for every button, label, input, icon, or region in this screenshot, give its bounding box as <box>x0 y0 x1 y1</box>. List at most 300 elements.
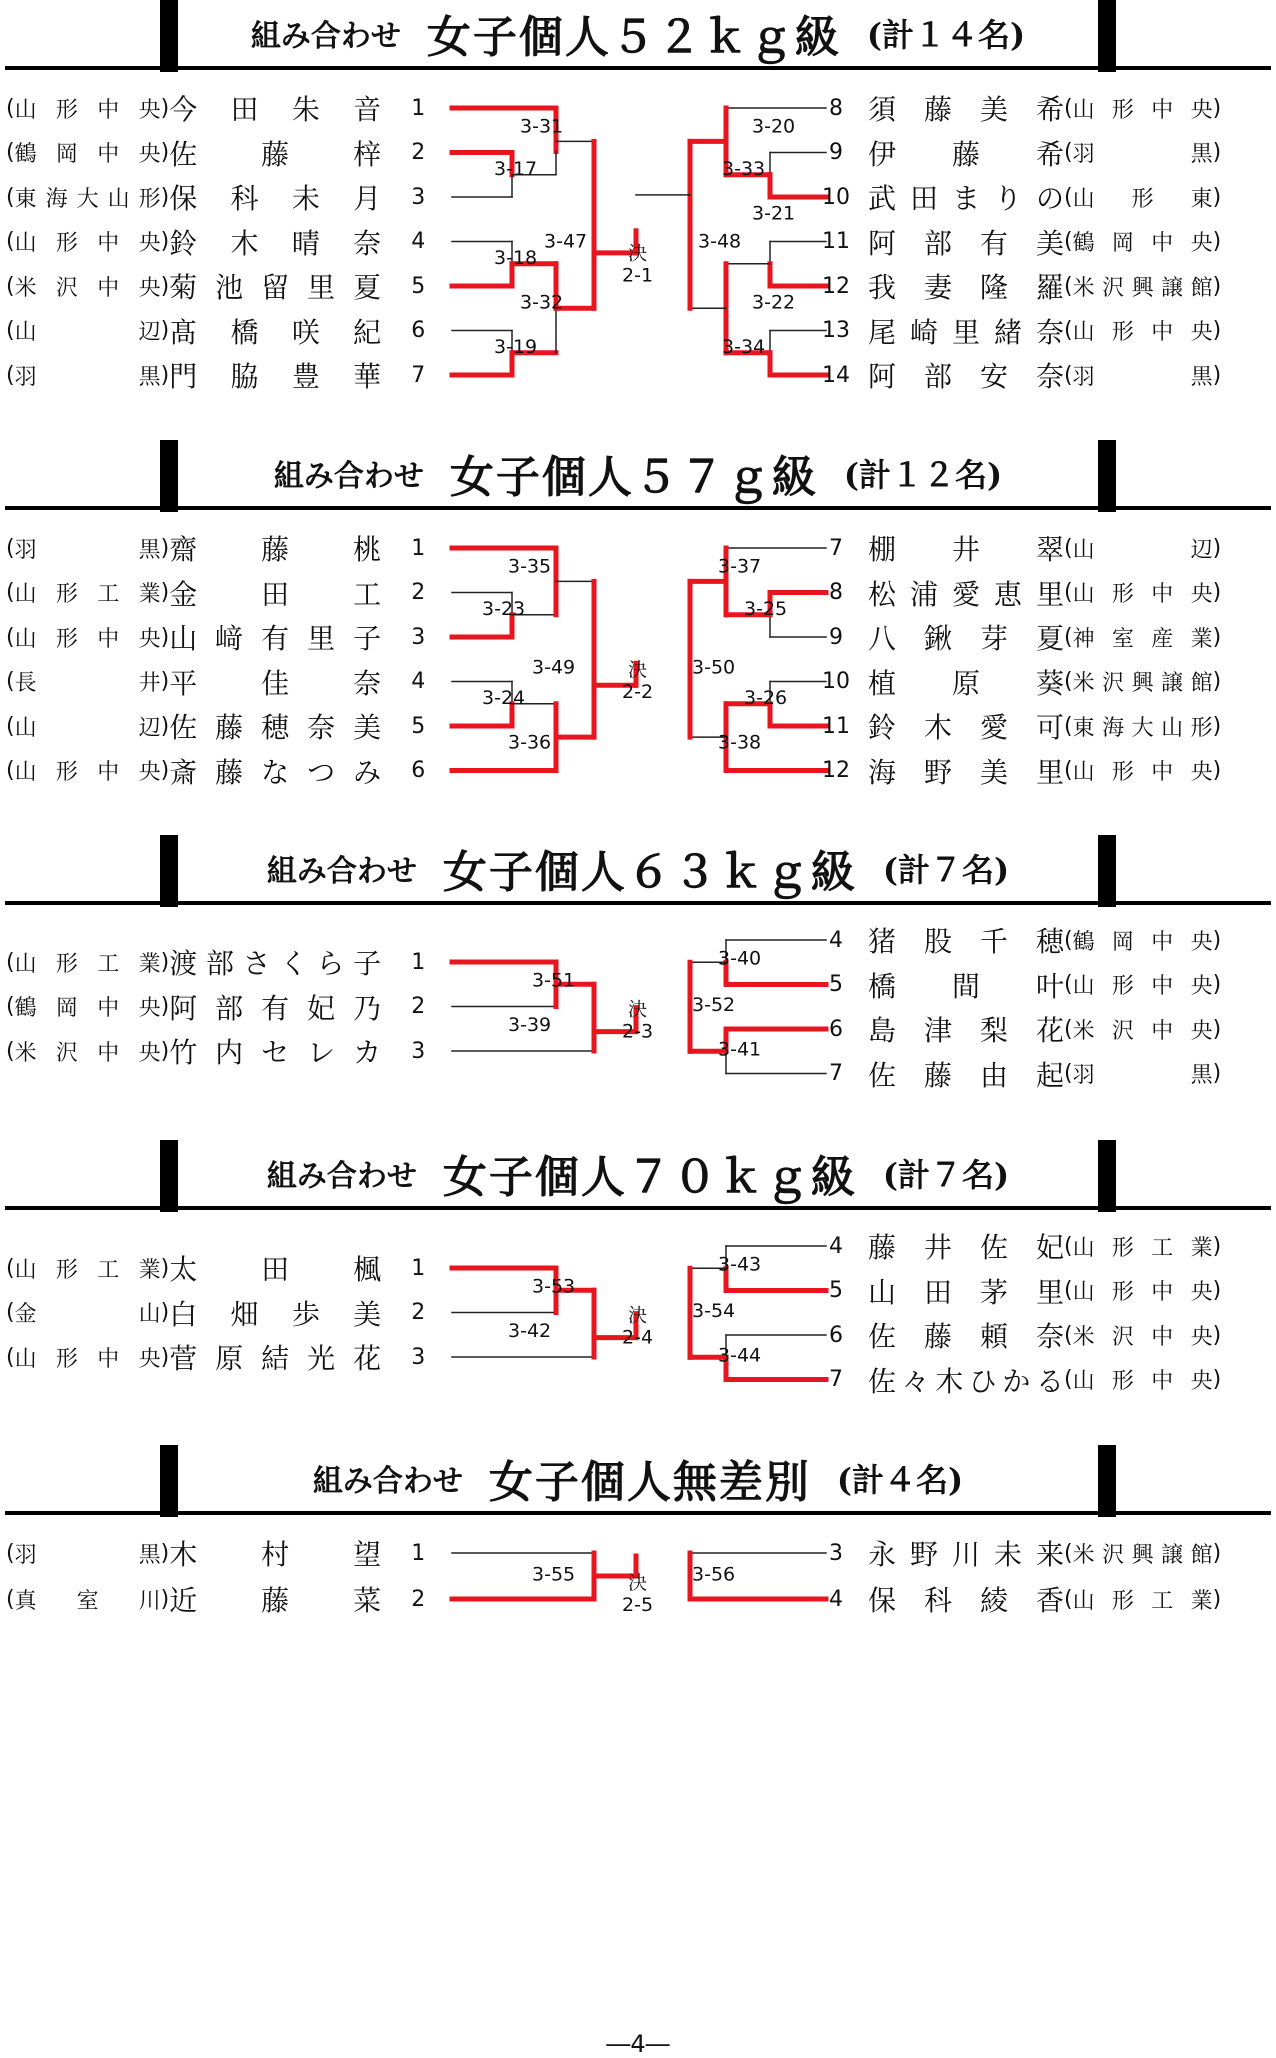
player-name: 伊藤希 <box>868 137 1064 171</box>
paren-open: ( <box>6 669 15 694</box>
school-label: 米沢中央 <box>1072 1324 1213 1350</box>
header-label: 組み合わせ <box>266 1159 417 1194</box>
paren-open: ( <box>6 994 15 1019</box>
seed-number: 2 <box>411 580 426 605</box>
paren-close: ) <box>160 362 170 388</box>
player-name: 斎藤なつみ <box>169 755 382 789</box>
school-label: 東海大山形 <box>1072 715 1213 741</box>
division-title: 女子個人無差別 <box>488 1457 811 1508</box>
seed-number: 6 <box>411 758 426 783</box>
school-label: 山形中央 <box>14 231 161 256</box>
left-entry-4 <box>6 224 454 260</box>
division-title: 女子個人６３ｋｇ級 <box>442 847 857 898</box>
paren-open: ( <box>6 318 15 343</box>
match-label: 3-56 <box>692 1563 736 1586</box>
seed-number: 9 <box>829 140 843 165</box>
school-name <box>1064 1231 1221 1262</box>
paren-close: ) <box>1212 95 1222 121</box>
school-name <box>6 947 169 978</box>
school-name <box>1064 925 1221 956</box>
seed-number: 11 <box>822 713 850 739</box>
seed-number: 5 <box>829 1278 843 1303</box>
school-name <box>6 1297 169 1328</box>
school-name <box>1064 271 1221 302</box>
school-label: 山形工業 <box>1072 1588 1213 1614</box>
player-name: 佐々木ひかる <box>868 1364 1064 1398</box>
match-label: 3-40 <box>718 947 762 970</box>
header-bar-right <box>1098 835 1116 907</box>
school-label: 鶴岡中央 <box>14 996 161 1021</box>
school-name <box>6 315 169 346</box>
player-name: 鈴木晴奈 <box>169 226 382 260</box>
header-rule <box>5 1206 1271 1210</box>
paren-open: ( <box>1064 1061 1073 1086</box>
paren-open: ( <box>6 362 15 388</box>
paren-open: ( <box>1064 1367 1073 1392</box>
school-label: 山形中央 <box>14 97 161 123</box>
paren-open: ( <box>1064 758 1073 783</box>
school-name <box>6 226 169 257</box>
paren-open: ( <box>6 949 15 975</box>
school-label: 鶴岡中央 <box>1072 231 1213 256</box>
school-label: 山形中央 <box>1072 1280 1213 1305</box>
right-entry-7 <box>820 1056 1272 1092</box>
school-name <box>1064 137 1221 168</box>
paren-close: ) <box>160 624 170 650</box>
left-entry-6 <box>6 313 454 349</box>
school-name <box>1064 1014 1221 1045</box>
seed-number: 11 <box>822 229 850 254</box>
paren-open: ( <box>6 140 15 165</box>
header-label: 組み合わせ <box>273 459 424 494</box>
paren-open: ( <box>1064 1322 1073 1348</box>
school-name <box>1064 182 1221 213</box>
entrant-count: (計４名) <box>836 1461 964 1499</box>
right-entry-4 <box>820 922 1272 958</box>
right-entry-3 <box>820 1535 1272 1571</box>
right-entry-13 <box>820 313 1272 349</box>
match-label: 3-51 <box>532 969 576 992</box>
left-entry-5 <box>6 708 454 744</box>
seed-number: 6 <box>411 318 426 343</box>
seed-number: 12 <box>822 758 850 783</box>
school-label: 山形中央 <box>1072 1369 1213 1394</box>
paren-open: ( <box>6 95 15 121</box>
match-label: 3-53 <box>532 1275 576 1298</box>
player-name: 金田工 <box>169 577 382 611</box>
left-entry-2 <box>6 135 454 171</box>
school-name <box>6 577 169 608</box>
match-label: 3-43 <box>718 1253 762 1276</box>
school-label: 米沢中央 <box>14 1040 161 1066</box>
seed-number: 3 <box>411 1038 426 1064</box>
paren-open: ( <box>6 1038 15 1064</box>
paren-close: ) <box>160 1300 170 1325</box>
paren-open: ( <box>6 535 15 561</box>
right-entry-4 <box>820 1581 1272 1617</box>
seed-number: 2 <box>411 1300 426 1325</box>
paren-open: ( <box>1064 184 1073 210</box>
seed-number: 3 <box>829 1540 843 1566</box>
school-name <box>6 755 169 786</box>
paren-close: ) <box>160 669 170 694</box>
section-header <box>0 0 1276 72</box>
seed-number: 8 <box>829 580 843 605</box>
school-label: 東海大山形 <box>14 186 161 212</box>
match-label: 3-36 <box>508 731 552 754</box>
match-label: 3-23 <box>482 597 526 620</box>
paren-open: ( <box>6 229 15 254</box>
paren-open: ( <box>1064 273 1073 299</box>
left-entry-1 <box>6 530 454 566</box>
school-name <box>1064 533 1221 564</box>
header-bar-left <box>160 440 178 512</box>
school-label: 山形中央 <box>1072 760 1213 785</box>
player-name: 菅原結光花 <box>169 1342 382 1375</box>
section-header <box>0 1445 1276 1517</box>
school-label: 山形中央 <box>14 1346 161 1372</box>
player-name: 藤井佐妃 <box>868 1231 1064 1264</box>
player-name: 鈴木愛可 <box>868 711 1064 744</box>
player-name: 保科綾香 <box>868 1584 1064 1617</box>
school-label: 米沢興譲館 <box>1072 1542 1213 1568</box>
school-name <box>1064 226 1221 257</box>
seed-number: 9 <box>829 624 843 650</box>
header-bar-left <box>160 835 178 907</box>
paren-close: ) <box>1212 713 1222 739</box>
left-entry-2 <box>6 989 454 1025</box>
school-name <box>6 622 169 653</box>
right-entry-4 <box>820 1228 1272 1264</box>
left-entry-2 <box>6 1581 454 1617</box>
seed-number: 3 <box>411 1344 426 1370</box>
player-name: 平佳奈 <box>169 666 382 700</box>
school-name <box>6 1253 169 1284</box>
paren-close: ) <box>1212 273 1222 299</box>
school-name <box>1064 969 1221 1000</box>
right-entry-10 <box>820 179 1272 215</box>
match-label: 3-44 <box>718 1344 762 1367</box>
match-label: 3-42 <box>508 1319 552 1342</box>
header-bar-right <box>1098 1445 1116 1517</box>
school-name <box>1064 315 1221 346</box>
seed-number: 4 <box>411 229 426 254</box>
paren-close: ) <box>1212 624 1222 650</box>
school-label: 山辺 <box>14 715 161 741</box>
final-label: 2-3 <box>622 1020 654 1043</box>
player-name: 白畑歩美 <box>169 1297 382 1331</box>
section-header <box>0 440 1276 512</box>
match-label: 3-25 <box>744 597 788 620</box>
match-label: 3-41 <box>718 1038 762 1061</box>
school-name <box>6 137 169 168</box>
paren-open: ( <box>1064 669 1073 694</box>
final-label: 2-2 <box>622 681 654 704</box>
school-label: 山形中央 <box>14 626 161 652</box>
player-name: 竹内セレカ <box>169 1036 382 1069</box>
paren-close: ) <box>160 994 170 1019</box>
player-name: 佐藤頼奈 <box>868 1320 1064 1353</box>
paren-open: ( <box>1064 1278 1073 1303</box>
school-label: 米沢中央 <box>1072 1018 1213 1044</box>
paren-close: ) <box>160 184 170 210</box>
seed-number: 3 <box>411 184 426 210</box>
player-name: 佐藤由起 <box>868 1058 1064 1092</box>
school-name <box>1064 360 1221 391</box>
player-name: 阿部安奈 <box>868 360 1064 393</box>
school-name <box>6 1036 169 1067</box>
school-name <box>6 1342 169 1373</box>
school-name <box>6 533 169 564</box>
left-entry-1 <box>6 944 454 980</box>
paren-close: ) <box>1212 535 1222 561</box>
paren-close: ) <box>1212 1322 1222 1348</box>
player-name: 佐藤梓 <box>169 137 382 171</box>
school-label: 長井 <box>14 671 161 696</box>
paren-close: ) <box>1212 1061 1222 1086</box>
left-entry-2 <box>6 1295 454 1331</box>
school-label: 羽黒 <box>14 364 161 390</box>
seed-number: 6 <box>829 1322 843 1348</box>
header-bar-left <box>160 0 178 72</box>
player-name: 保科未月 <box>169 182 382 215</box>
seed-number: 2 <box>411 140 426 165</box>
player-name: 近藤菜 <box>169 1584 382 1617</box>
match-label: 3-39 <box>508 1013 552 1036</box>
paren-close: ) <box>160 713 170 739</box>
right-entry-7 <box>820 530 1272 566</box>
paren-close: ) <box>160 229 170 254</box>
seed-number: 7 <box>829 1061 843 1086</box>
paren-close: ) <box>1212 362 1222 388</box>
paren-open: ( <box>6 273 15 299</box>
paren-close: ) <box>1212 1016 1222 1042</box>
section-header <box>0 1140 1276 1212</box>
seed-number: 5 <box>411 273 426 299</box>
school-name <box>1064 622 1221 653</box>
paren-open: ( <box>1064 95 1073 121</box>
school-name <box>1064 711 1221 742</box>
left-entry-6 <box>6 753 454 789</box>
seed-number: 12 <box>822 273 850 299</box>
match-label: 3-54 <box>692 1300 736 1323</box>
paren-open: ( <box>1064 580 1073 605</box>
paren-close: ) <box>160 1586 170 1612</box>
player-name: 我妻隆羅 <box>868 271 1064 304</box>
paren-close: ) <box>1212 318 1222 343</box>
school-name <box>6 1538 169 1569</box>
final-label: 決 <box>628 998 648 1021</box>
left-entry-3 <box>6 1033 454 1069</box>
header-text <box>178 1140 1098 1206</box>
left-entry-3 <box>6 1339 454 1375</box>
seed-number: 2 <box>411 994 426 1019</box>
paren-close: ) <box>1212 1586 1222 1612</box>
paren-close: ) <box>160 140 170 165</box>
school-name <box>6 271 169 302</box>
match-label: 3-52 <box>692 994 736 1017</box>
paren-close: ) <box>160 949 170 975</box>
paren-close: ) <box>1212 229 1222 254</box>
seed-number: 1 <box>411 1255 426 1281</box>
school-label: 山形工業 <box>1072 1235 1213 1261</box>
final-label: 決 <box>628 242 648 265</box>
match-label: 3-50 <box>692 656 736 679</box>
school-label: 山形中央 <box>1072 582 1213 607</box>
header-bar-right <box>1098 440 1116 512</box>
paren-open: ( <box>6 1255 15 1281</box>
match-label: 3-33 <box>722 157 766 180</box>
match-label: 3-18 <box>494 246 538 269</box>
match-label: 3-19 <box>494 335 538 358</box>
paren-close: ) <box>1212 927 1222 953</box>
school-name <box>1064 1538 1221 1569</box>
player-name: 門脇豊華 <box>169 360 382 393</box>
school-label: 山形中央 <box>14 760 161 785</box>
school-name <box>1064 1320 1221 1351</box>
player-name: 武田まりの <box>868 182 1064 215</box>
seed-number: 1 <box>411 949 426 975</box>
school-name <box>1064 1364 1221 1395</box>
final-label: 2-1 <box>622 264 654 287</box>
school-label: 山形工業 <box>14 582 161 607</box>
seed-number: 4 <box>829 1233 843 1259</box>
player-name: 齋藤桃 <box>169 533 382 566</box>
paren-open: ( <box>1064 362 1073 388</box>
right-entry-5 <box>820 967 1272 1003</box>
final-label: 決 <box>628 659 648 682</box>
paren-open: ( <box>1064 140 1073 165</box>
left-entry-7 <box>6 357 454 393</box>
left-entry-4 <box>6 664 454 700</box>
page-number: ―4― <box>606 2030 670 2058</box>
left-entry-3 <box>6 179 454 215</box>
seed-number: 14 <box>822 362 850 388</box>
seed-number: 4 <box>829 927 843 953</box>
paren-open: ( <box>6 758 15 783</box>
right-entry-12 <box>820 268 1272 304</box>
left-entry-1 <box>6 1535 454 1571</box>
header-text <box>178 835 1098 901</box>
paren-open: ( <box>1064 1016 1073 1042</box>
seed-number: 6 <box>829 1016 843 1042</box>
header-label: 組み合わせ <box>266 854 417 889</box>
school-label: 米沢中央 <box>14 275 161 301</box>
entrant-count: (計１２名) <box>843 456 1003 494</box>
paren-close: ) <box>160 95 170 121</box>
header-text <box>178 1445 1098 1511</box>
seed-number: 2 <box>411 1586 426 1612</box>
paren-close: ) <box>1212 1233 1222 1259</box>
school-label: 山辺 <box>14 320 161 345</box>
seed-number: 1 <box>411 535 426 561</box>
entrant-count: (計１４名) <box>866 16 1026 54</box>
right-entry-10 <box>820 664 1272 700</box>
player-name: 永野川未来 <box>868 1538 1064 1571</box>
school-label: 羽黒 <box>1072 142 1213 167</box>
seed-number: 5 <box>829 972 843 997</box>
header-bar-left <box>160 1445 178 1517</box>
header-label: 組み合わせ <box>250 19 401 54</box>
entrant-count: (計７名) <box>882 1156 1010 1194</box>
paren-close: ) <box>160 318 170 343</box>
seed-number: 7 <box>829 535 843 561</box>
left-entry-3 <box>6 619 454 655</box>
paren-open: ( <box>1064 713 1073 739</box>
right-entry-7 <box>820 1362 1272 1398</box>
player-name: 阿部有美 <box>868 226 1064 260</box>
paren-open: ( <box>1064 927 1073 953</box>
paren-open: ( <box>6 580 15 605</box>
header-bar-left <box>160 1140 178 1212</box>
player-name: 佐藤穂奈美 <box>169 711 382 744</box>
match-label: 3-32 <box>520 291 564 314</box>
left-entry-1 <box>6 90 454 126</box>
right-entry-9 <box>820 619 1272 655</box>
left-entry-2 <box>6 575 454 611</box>
paren-open: ( <box>1064 318 1073 343</box>
right-entry-6 <box>820 1317 1272 1353</box>
player-name: 橋間叶 <box>868 969 1064 1003</box>
paren-open: ( <box>1064 1233 1073 1259</box>
paren-close: ) <box>1212 758 1222 783</box>
player-name: 島津梨花 <box>868 1014 1064 1047</box>
header-label: 組み合わせ <box>312 1464 463 1499</box>
paren-open: ( <box>1064 1540 1073 1566</box>
right-entry-8 <box>820 575 1272 611</box>
paren-close: ) <box>160 580 170 605</box>
header-bar-right <box>1098 0 1116 72</box>
school-label: 山辺 <box>1072 537 1213 563</box>
school-label: 真室川 <box>14 1588 161 1614</box>
section-header <box>0 835 1276 907</box>
paren-open: ( <box>6 624 15 650</box>
paren-close: ) <box>1212 1540 1222 1566</box>
school-label: 羽黒 <box>14 1542 161 1568</box>
paren-close: ) <box>160 535 170 561</box>
right-entry-8 <box>820 90 1272 126</box>
match-label: 3-38 <box>718 731 762 754</box>
school-name <box>1064 93 1221 124</box>
player-name: 猪股千穂 <box>868 925 1064 958</box>
paren-close: ) <box>1212 580 1222 605</box>
seed-number: 7 <box>411 362 426 388</box>
paren-close: ) <box>1212 1367 1222 1392</box>
seed-number: 1 <box>411 95 426 121</box>
player-name: 菊池留里夏 <box>169 271 382 304</box>
school-name <box>6 711 169 742</box>
match-label: 3-22 <box>752 291 796 314</box>
match-label: 3-24 <box>482 686 526 709</box>
match-label: 3-17 <box>494 157 538 180</box>
school-label: 山形工業 <box>14 1257 161 1283</box>
match-label: 3-49 <box>532 656 576 679</box>
division-title: 女子個人５７ｇ級 <box>449 452 818 503</box>
player-name: 植原葵 <box>868 666 1064 700</box>
player-name: 松浦愛恵里 <box>868 577 1064 611</box>
school-name <box>1064 1058 1221 1089</box>
header-bar-right <box>1098 1140 1116 1212</box>
school-name <box>1064 666 1221 697</box>
paren-open: ( <box>1064 1586 1073 1612</box>
paren-close: ) <box>160 758 170 783</box>
paren-close: ) <box>1212 140 1222 165</box>
school-label: 米沢興譲館 <box>1072 671 1213 696</box>
school-label: 羽黒 <box>1072 364 1213 390</box>
school-label: 山形工業 <box>14 951 161 977</box>
division-title: 女子個人７０ｋｇ級 <box>442 1152 857 1203</box>
left-entry-1 <box>6 1250 454 1286</box>
